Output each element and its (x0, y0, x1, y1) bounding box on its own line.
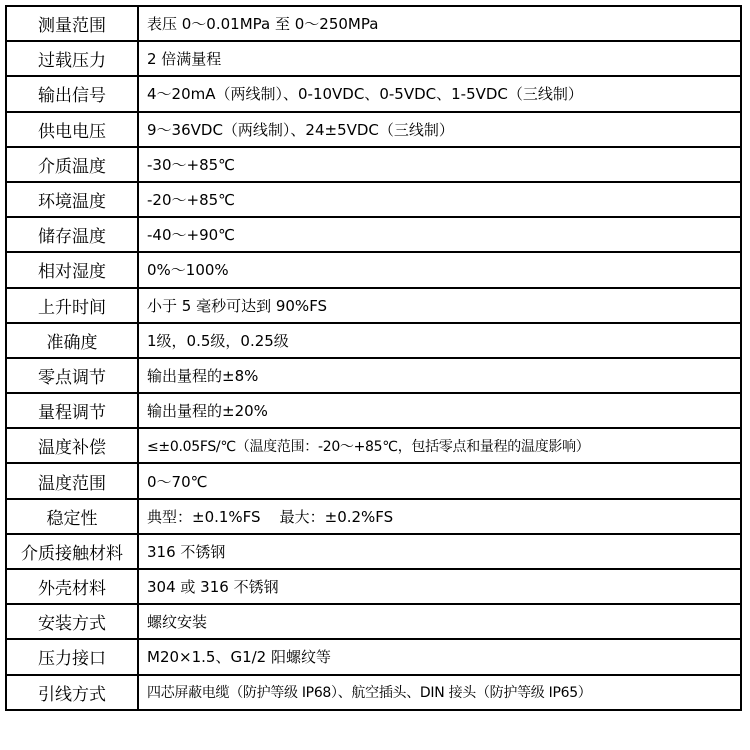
spec-label: 环境温度 (6, 182, 138, 217)
spec-row-overload-pressure (6, 41, 741, 76)
spec-label: 测量范围 (6, 6, 138, 41)
spec-row-wiring (6, 675, 741, 710)
spec-row-measure-range (6, 6, 741, 41)
spec-row-pressure-port (6, 639, 741, 674)
spec-value: 1级，0.5级，0.25级 (138, 323, 741, 358)
spec-label: 零点调节 (6, 358, 138, 393)
spec-row-storage-temperature (6, 217, 741, 252)
spec-value: M20×1.5、G1/2 阳螺纹等 (138, 639, 741, 674)
spec-value: 典型：±0.1%FS 最大：±0.2%FS (138, 499, 741, 534)
spec-value: -40～+90℃ (138, 217, 741, 252)
spec-row-supply-voltage (6, 112, 741, 147)
spec-row-wetted-material (6, 534, 741, 569)
spec-label: 安装方式 (6, 604, 138, 639)
spec-label: 相对湿度 (6, 252, 138, 287)
spec-row-stability (6, 499, 741, 534)
spec-label: 介质接触材料 (6, 534, 138, 569)
spec-value: 小于 5 毫秒可达到 90%FS (138, 288, 741, 323)
spec-label: 外壳材料 (6, 569, 138, 604)
spec-value: 输出量程的±20% (138, 393, 741, 428)
spec-value: -20～+85℃ (138, 182, 741, 217)
spec-label: 上升时间 (6, 288, 138, 323)
spec-label: 介质温度 (6, 147, 138, 182)
spec-row-temperature-compensation (6, 428, 741, 463)
spec-table (5, 5, 742, 711)
spec-label: 准确度 (6, 323, 138, 358)
spec-value: 0～70℃ (138, 463, 741, 498)
spec-value: 2 倍满量程 (138, 41, 741, 76)
spec-value: 0%～100% (138, 252, 741, 287)
spec-value: 304 或 316 不锈钢 (138, 569, 741, 604)
spec-value: 9～36VDC（两线制）、24±5VDC（三线制） (138, 112, 741, 147)
spec-label: 稳定性 (6, 499, 138, 534)
spec-value: 四芯屏蔽电缆（防护等级 IP68）、航空插头、DIN 接头（防护等级 IP65） (138, 675, 741, 710)
spec-row-installation (6, 604, 741, 639)
spec-label: 引线方式 (6, 675, 138, 710)
spec-row-accuracy (6, 323, 741, 358)
spec-label: 压力接口 (6, 639, 138, 674)
spec-value: 螺纹安装 (138, 604, 741, 639)
spec-label: 温度范围 (6, 463, 138, 498)
spec-row-housing-material (6, 569, 741, 604)
spec-row-rise-time (6, 288, 741, 323)
spec-value: -30～+85℃ (138, 147, 741, 182)
spec-label: 温度补偿 (6, 428, 138, 463)
spec-row-relative-humidity (6, 252, 741, 287)
spec-row-temperature-range (6, 463, 741, 498)
spec-row-output-signal (6, 76, 741, 111)
spec-value: 输出量程的±8% (138, 358, 741, 393)
spec-value: 4～20mA（两线制）、0-10VDC、0-5VDC、1-5VDC（三线制） (138, 76, 741, 111)
spec-label: 量程调节 (6, 393, 138, 428)
spec-label: 过载压力 (6, 41, 138, 76)
spec-label: 储存温度 (6, 217, 138, 252)
spec-label: 供电电压 (6, 112, 138, 147)
spec-value: ≤±0.05FS/℃（温度范围：-20～+85℃，包括零点和量程的温度影响） (138, 428, 741, 463)
spec-value: 316 不锈钢 (138, 534, 741, 569)
spec-row-medium-temperature (6, 147, 741, 182)
spec-row-ambient-temperature (6, 182, 741, 217)
spec-value: 表压 0～0.01MPa 至 0～250MPa (138, 6, 741, 41)
spec-row-span-adjust (6, 393, 741, 428)
spec-label: 输出信号 (6, 76, 138, 111)
spec-row-zero-adjust (6, 358, 741, 393)
